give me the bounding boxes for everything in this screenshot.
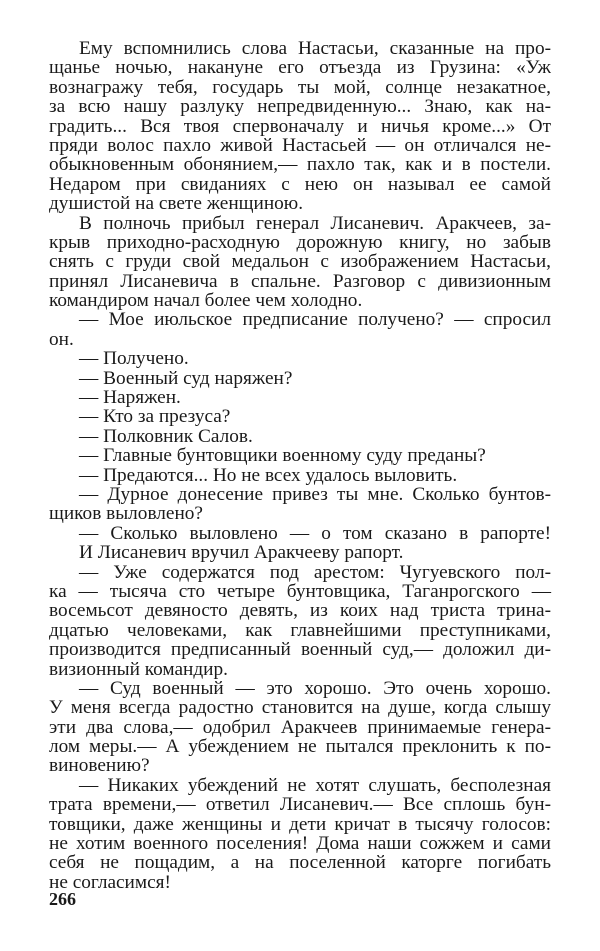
text-line: В полночь прибыл генерал Лисаневич. Аракчеев, за-: [79, 212, 551, 234]
text-line: лом меры.— А убеждением не пытался преклонить к по-: [49, 736, 551, 758]
text-line: за всю нашу разлуку непредвиденную... Знаю, как на-: [49, 96, 551, 118]
text-line: — Никаких убеждений не хотят слушать, бесполезная: [79, 774, 551, 796]
text-line: Недаром при свиданиях с нею он называл ее самой: [49, 173, 551, 195]
text-line: снять с груди свой медальон с изображением Настасьи,: [49, 251, 551, 273]
text-line: не хотим военного поселения! Дома наши сожжем и сами: [49, 833, 551, 855]
text-line: — Военный суд наряжен?: [79, 367, 293, 389]
page-number: 266: [49, 889, 76, 909]
text-line: он.: [49, 328, 74, 350]
text-line: себя не пощадим, а на поселенной каторге погибать: [49, 852, 551, 874]
text-line: душистой на свете женщиною.: [49, 193, 304, 215]
text-line: пряди волос пахло живой Настасьей — он отличался не-: [49, 134, 551, 156]
text-line: — Сколько выловлено — о том сказано в рапорте!: [79, 522, 551, 544]
text-line: — Полковник Салов.: [79, 425, 253, 447]
text-line: — Уже содержатся под арестом: Чугуевского пол-: [79, 561, 551, 583]
text-line: Ему вспомнились слова Настасьи, сказанные на про-: [79, 38, 551, 59]
text-line: виновению?: [49, 755, 150, 777]
text-line: — Предаются... Но не всех удалось выловить.: [79, 464, 458, 486]
text-line: не согласимся!: [49, 871, 171, 893]
text-line: принял Лисаневича в спальне. Разговор с дивизионным: [49, 270, 551, 292]
text-line: вознагражу тебя, государь ты мой, солнце незакатное,: [49, 76, 551, 98]
book-page-text: [49, 39, 551, 892]
text-line: трата времени,— ответил Лисаневич.— Все сплошь бун-: [49, 794, 551, 816]
text-line: визионный командир.: [49, 658, 228, 680]
text-line: восемьсот девяносто девять, из коих над триста трина-: [49, 600, 551, 622]
text-line: — Наряжен.: [79, 387, 181, 409]
text-line: — Мое июльское предписание получено? — спросил: [79, 309, 551, 331]
text-line: командиром начал более чем холодно.: [49, 290, 363, 312]
text-line: У меня всегда радостно становится на душе, когда слышу: [49, 697, 551, 719]
text-line: щиков выловлено?: [49, 503, 203, 525]
text-line: — Дурное донесение привез ты мне. Сколько бунтов-: [79, 483, 551, 505]
text-line: градить... Вся твоя спервоначалу и ничья кроме...» От: [49, 115, 551, 137]
text-line: — Кто за презуса?: [79, 406, 231, 428]
text-line: И Лисаневич вручил Аракчееву рапорт.: [79, 542, 404, 564]
text-line: дцатью человеками, как главнейшими преступниками,: [49, 619, 551, 641]
text-line: обыкновенным обонянием,— пахло так, как и в постели.: [49, 154, 551, 176]
text-line: эти два слова,— одобрил Аракчеев принимаемые генера-: [49, 716, 551, 738]
text-line: — Получено.: [79, 348, 189, 370]
text-line: крыв приходно-расходную дорожную книгу, но забыв: [49, 231, 551, 253]
text-line: — Суд военный — это хорошо. Это очень хорошо.: [79, 677, 551, 699]
text-line: ка — тысяча сто четыре бунтовщика, Таганрогского —: [49, 580, 551, 602]
text-line: щанье ночью, накануне его отъезда из Грузина: «Уж: [49, 57, 551, 79]
text-line: производится предписанный военный суд,— доложил ди-: [49, 639, 551, 661]
text-line: — Главные бунтовщики военному суду преданы?: [79, 445, 486, 467]
text-line: товщики, даже женщины и дети кричат в тысячу голосов:: [49, 813, 551, 835]
